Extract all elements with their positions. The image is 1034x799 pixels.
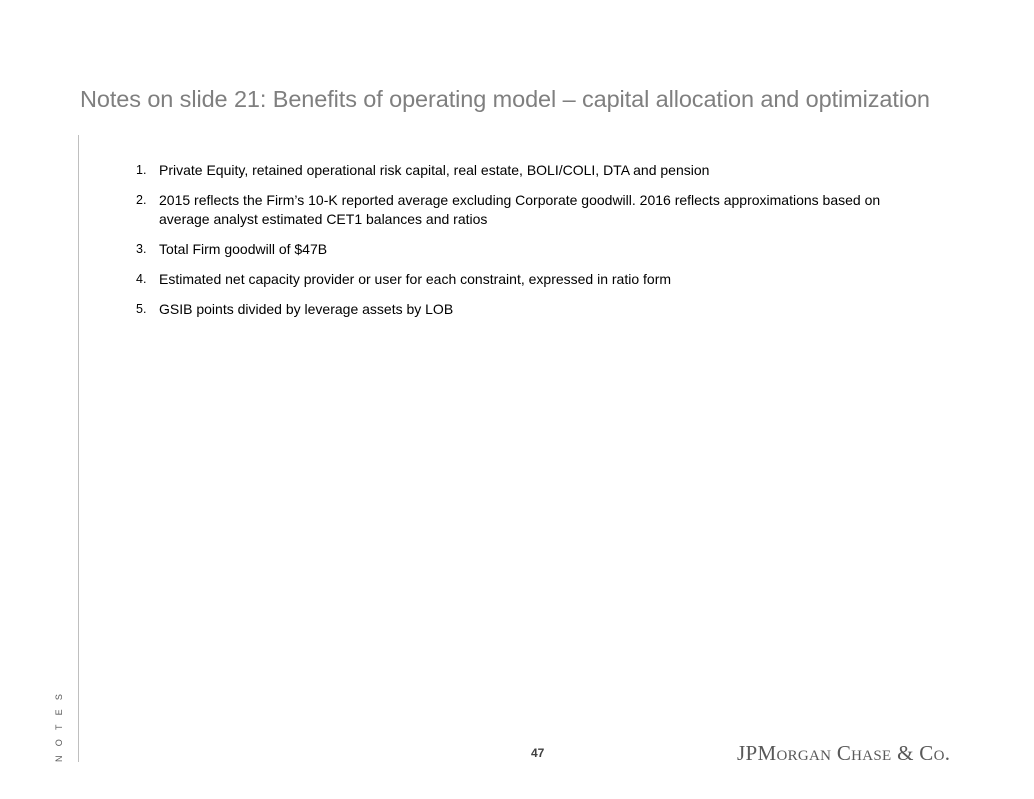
note-item [136, 270, 926, 289]
note-text: Private Equity, retained operational risk capital, real estate, BOLI/COLI, DTA and pension [159, 162, 710, 178]
note-number: 4. [136, 272, 147, 286]
vertical-divider [78, 135, 79, 762]
note-text: 2015 reflects the Firm’s 10-K reported average excluding Corporate goodwill. 2016 reflects approximations based on average analyst estimated CET1 balances and ratios [159, 192, 881, 227]
page-number: 47 [531, 746, 545, 760]
note-text: GSIB points divided by leverage assets by LOB [159, 301, 454, 317]
note-number: 2. [136, 193, 147, 207]
note-item [136, 300, 926, 319]
note-item [136, 161, 926, 180]
company-logo: JPMORGAN CHASE & CO. [737, 741, 951, 765]
note-item [136, 240, 926, 259]
note-number: 5. [136, 302, 147, 316]
notes-side-label: N O T E S [54, 690, 64, 762]
note-text: Total Firm goodwill of $47B [159, 241, 328, 257]
note-text: Estimated net capacity provider or user for each constraint, expressed in ratio form [159, 271, 672, 287]
notes-list [136, 161, 926, 330]
page-title: Notes on slide 21: Benefits of operating model – capital allocation and optimization [80, 86, 930, 112]
note-number: 1. [136, 163, 147, 177]
note-number: 3. [136, 242, 147, 256]
note-item [136, 191, 926, 229]
